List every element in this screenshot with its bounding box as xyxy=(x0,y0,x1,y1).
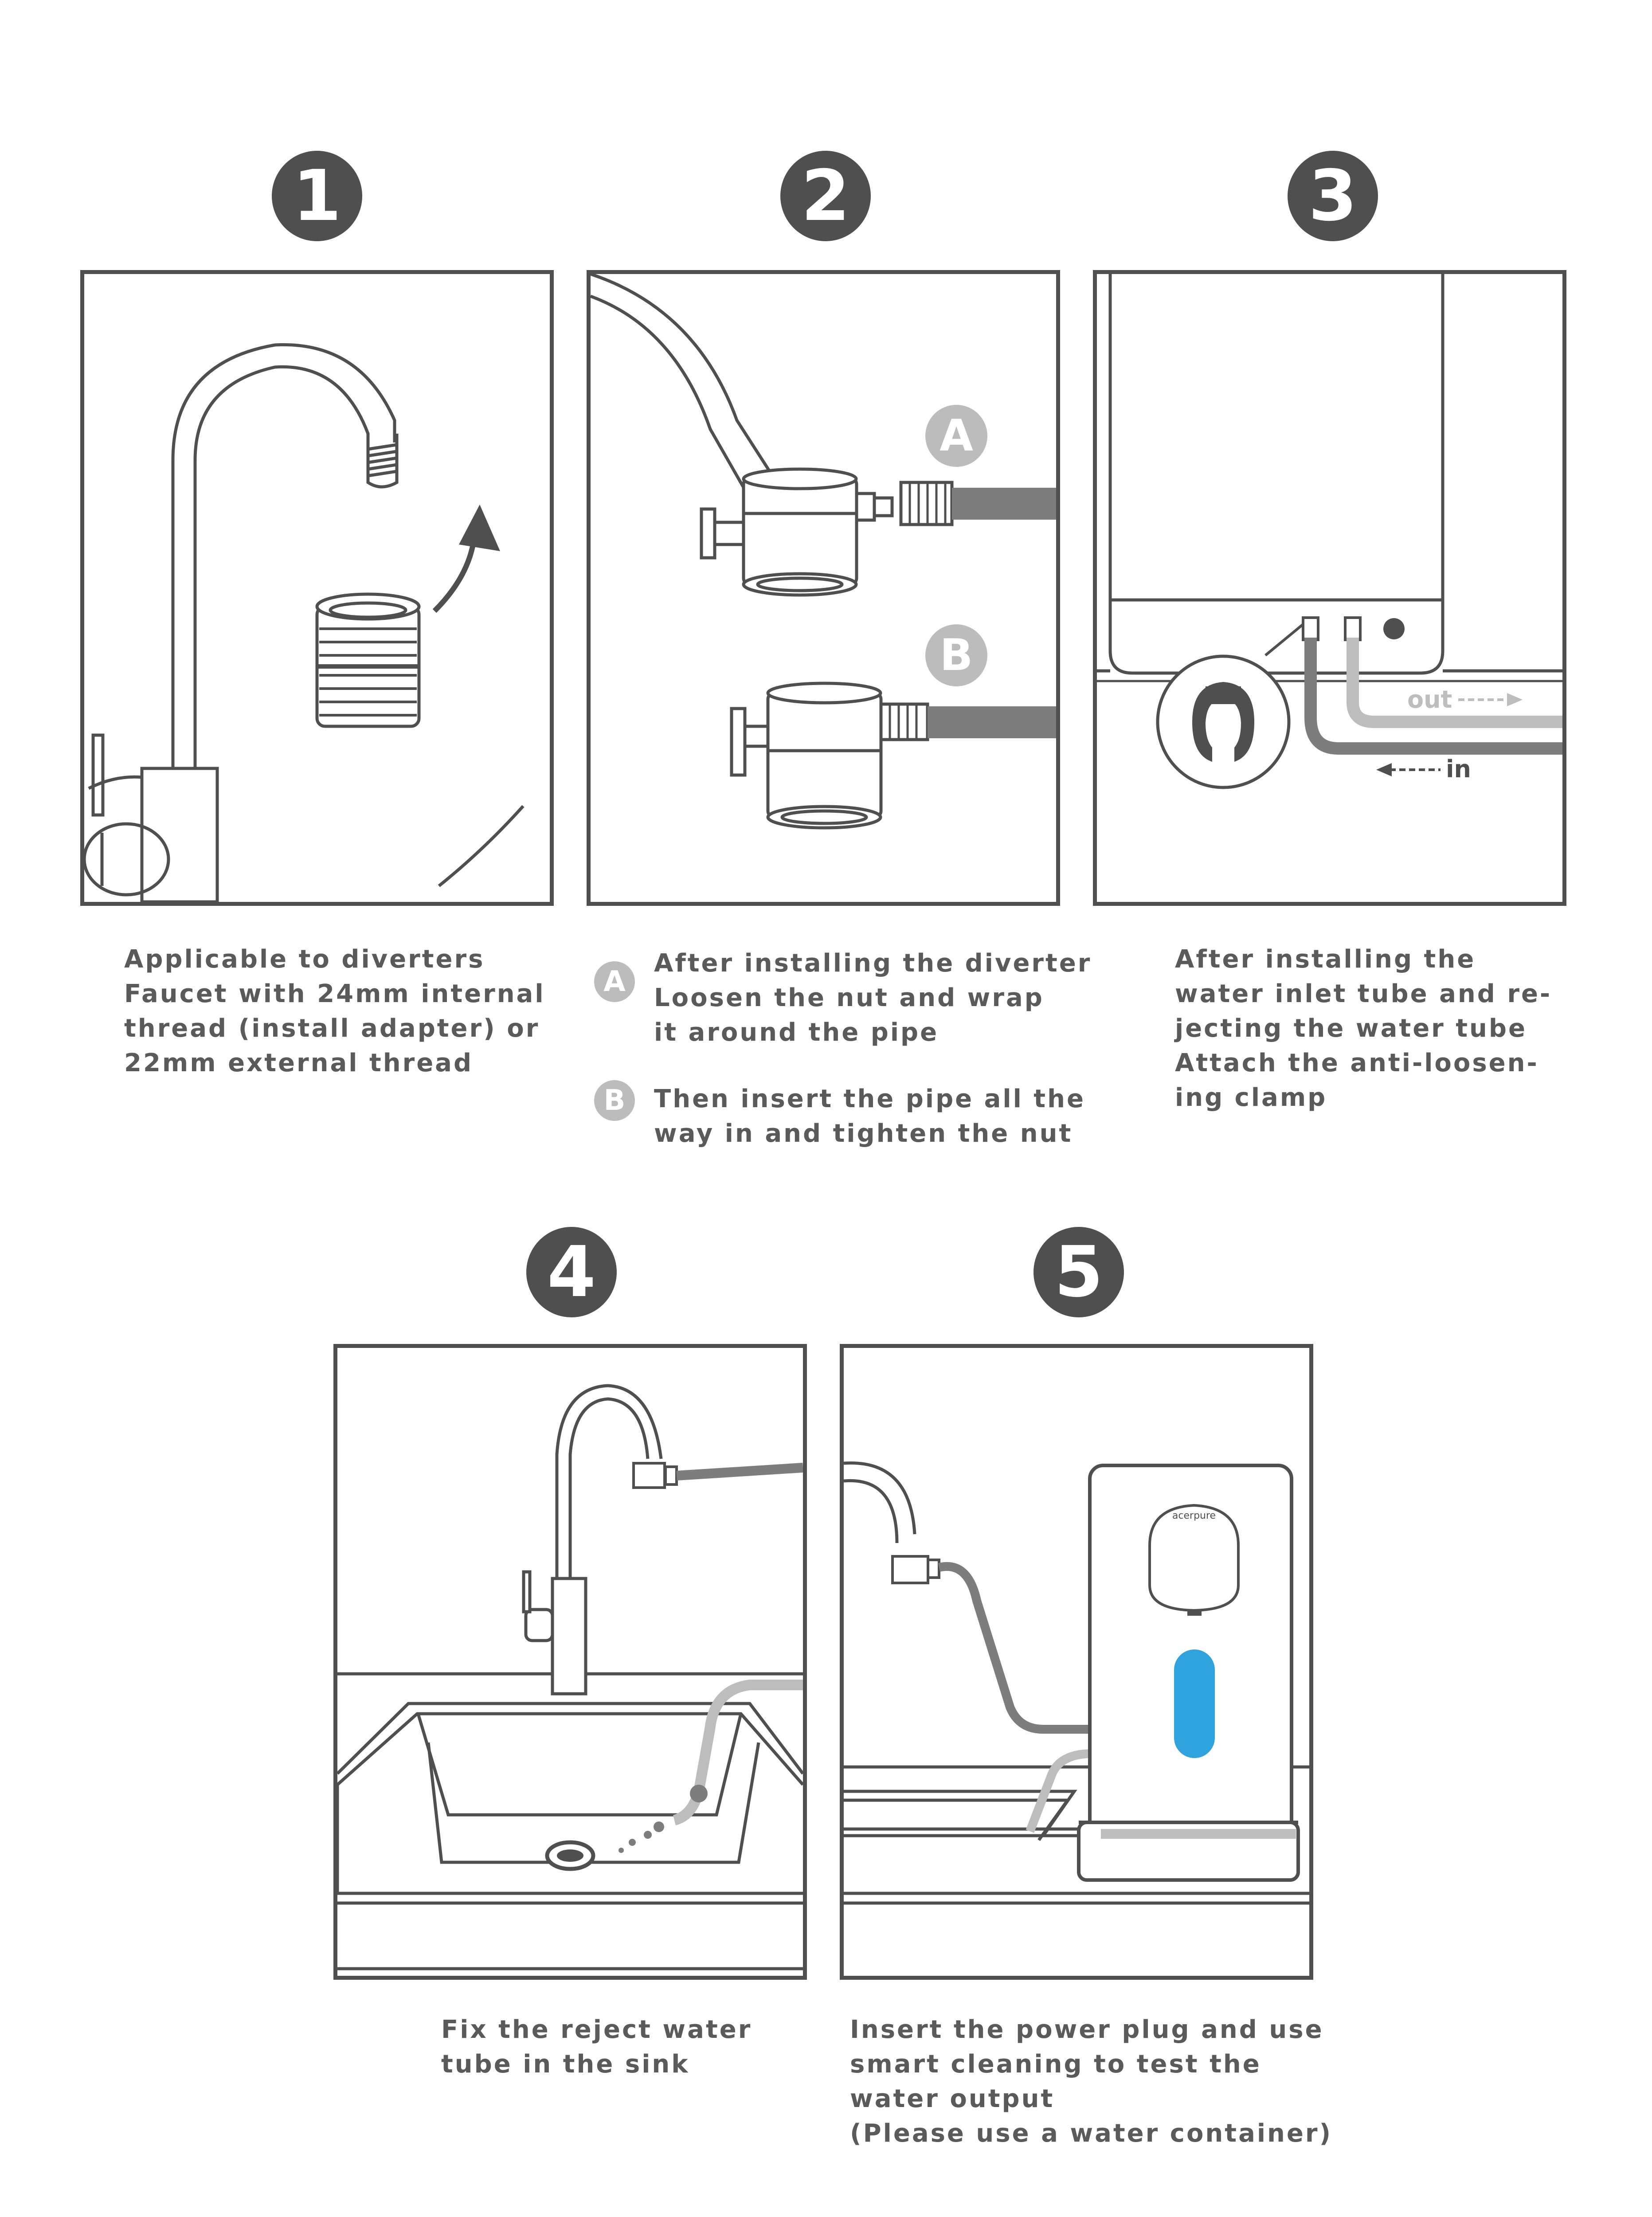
step-2-panel xyxy=(587,270,1060,906)
step-5-badge: 5 xyxy=(1033,1227,1124,1317)
step-1-panel xyxy=(80,270,554,906)
caption-line: tube in the sink xyxy=(441,2050,690,2079)
callout-b-badge: B xyxy=(925,624,987,686)
caption-line: it around the pipe xyxy=(654,1018,939,1047)
caption-line: Loosen the nut and wrap xyxy=(654,983,1044,1012)
caption-line: After installing the diverter xyxy=(654,949,1092,978)
caption-line: smart cleaning to test the xyxy=(850,2050,1261,2079)
callout-a-badge: A xyxy=(925,405,987,467)
step-4-panel xyxy=(333,1344,807,1980)
step-1-badge: 1 xyxy=(272,151,362,241)
step-5-panel xyxy=(840,1344,1313,1980)
caption-line: jecting the water tube xyxy=(1175,1014,1527,1043)
caption-line: Then insert the pipe all the xyxy=(654,1085,1085,1113)
caption-line: ing clamp xyxy=(1175,1083,1327,1112)
step-3-panel xyxy=(1093,270,1566,906)
caption-line: Applicable to diverters xyxy=(124,945,485,974)
step-4-badge: 4 xyxy=(526,1227,617,1317)
diverter-illustration xyxy=(591,274,1056,902)
caption-a-badge: A xyxy=(594,961,635,1002)
caption-line: Attach the anti-loosen- xyxy=(1175,1049,1539,1077)
caption-line: Faucet with 24mm internal xyxy=(124,979,545,1008)
sink-reject-tube-illustration xyxy=(337,1348,803,1976)
step-2-caption-a xyxy=(654,946,1092,1050)
out-label: out xyxy=(1407,685,1452,713)
step-3-caption xyxy=(1175,942,1552,1115)
step-5-caption xyxy=(850,2013,1332,2151)
caption-b-badge: B xyxy=(594,1080,635,1121)
power-test-illustration xyxy=(844,1348,1309,1976)
step-4-caption xyxy=(441,2013,752,2082)
faucet-adapter-illustration xyxy=(84,274,550,902)
step-1-caption xyxy=(124,942,545,1081)
in-label: in xyxy=(1446,755,1471,783)
step-3-badge: 3 xyxy=(1288,151,1378,241)
caption-line: (Please use a water container) xyxy=(850,2119,1333,2148)
step-2-caption-b xyxy=(654,1082,1085,1151)
brand-logo: acerpure xyxy=(1172,1510,1216,1521)
tube-connection-illustration xyxy=(1097,274,1562,902)
caption-line: 22mm external thread xyxy=(124,1049,474,1077)
caption-line: way in and tighten the nut xyxy=(654,1119,1073,1148)
caption-line: water inlet tube and re- xyxy=(1175,979,1552,1008)
caption-line: Fix the reject water xyxy=(441,2015,752,2044)
caption-line: water output xyxy=(850,2084,1055,2113)
caption-line: After installing the xyxy=(1175,945,1476,974)
step-2-badge: 2 xyxy=(780,151,871,241)
caption-line: Insert the power plug and use xyxy=(850,2015,1324,2044)
caption-line: thread (install adapter) or xyxy=(124,1014,540,1043)
